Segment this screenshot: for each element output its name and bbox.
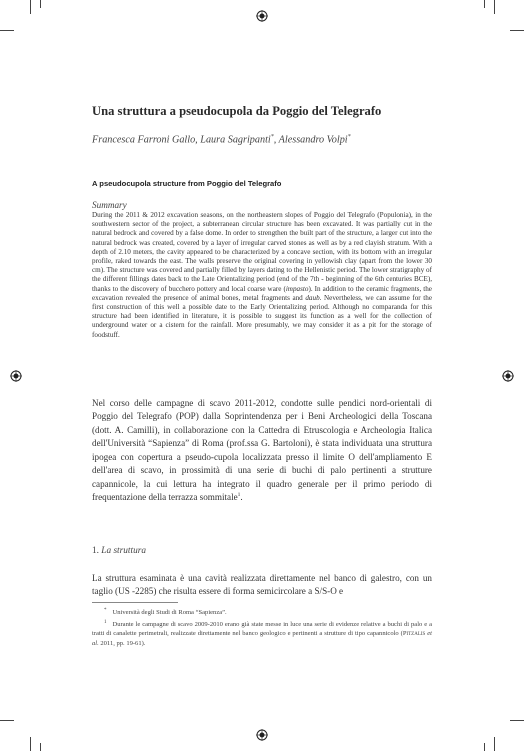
summary-part: ). In addition to the ceramic fragments, the excavation revealed the presence of animal bones, metal fragments and <box>92 284 432 302</box>
author-mark: * <box>347 134 351 140</box>
crop-mark <box>510 720 524 721</box>
article-title: Una struttura a pseudocupola da Poggio del Telegrafo <box>92 104 382 118</box>
article-authors <box>92 134 351 145</box>
summary-heading: Summary <box>92 200 127 210</box>
footnote-text: Università degli Studi di Roma “Sapienza”. <box>112 609 227 617</box>
crop-mark <box>40 0 41 8</box>
footnote-text: Durante le campagne di scavo 2009-2010 erano già state messe in luce una serie di evidenze relative a buchi di palo e a tratti di canalette perimetrali, realizzate direttamente nel banco geologico e pertinenti a strutture di tipo capannicolo ( <box>92 620 432 638</box>
crop-mark <box>494 737 495 751</box>
summary-part: During the 2011 & 2012 excavation seasons, on the northeastern slopes of Poggio del Telegrafo (Populonia), in the southwestern sector of the project, a subterranean circular structure has been excavated. It was partially cut in the natural bedrock and covered by a false dome. In order to strengthen the built part of the structure, a larger cut into the natural bedrock was created, covered by a layer of irregular carved stones as well as by a red clayish stratum. With a depth of 2.10 meters, the cavity appeared to be characterized by a concave section, with its bottom with an irregular profile, raked towards the east. The walls preserve the original covering in yellowish clay (apart from the lower 30 cm). The structure was covered and partially filled by layers dating to the Hellenistic period. The lower stratigraphy of the different fillings dates back to the Late Orientalizing period (end of the 7th - beginning of the 6th centuries BCE), thanks to the discovery of bucchero pottery and local coarse ware ( <box>92 211 432 293</box>
summary-italic: impasto <box>285 284 309 293</box>
crop-mark <box>30 737 31 751</box>
crop-mark <box>494 0 495 14</box>
crop-mark <box>40 743 41 751</box>
footnote-mark: 1 <box>104 619 107 625</box>
section-number: 1. <box>92 546 102 556</box>
body-text: . <box>240 492 243 503</box>
summary-italic: daub <box>305 293 320 302</box>
footnote-author: Pitzalis <box>402 630 426 638</box>
body-paragraph: La struttura esaminata è una cavità realizzata direttamente nel banco di galestro, con un taglio (US -2285) che risulta essere di forma semicircolare a S/S-O e <box>92 573 432 597</box>
registration-mark-icon <box>256 729 268 741</box>
crop-mark <box>484 0 485 8</box>
registration-mark-icon <box>10 370 22 382</box>
crop-mark <box>30 0 31 14</box>
footnote <box>92 606 432 618</box>
footnotes <box>92 606 432 648</box>
summary-part: . Nevertheless, we can assume for the first construction of this well a possible date to the Early Orientalizing period. Although no comparanda for this structure had been identified in literature, it is possible to suggest its function as a well for the collection of underground water or a cistern for the rainfall. More presumably, we may consider it as a pit for the storage of foodstuff. <box>92 293 432 339</box>
authors-last: , Alessandro Volpi <box>273 134 348 146</box>
crop-mark <box>0 30 14 31</box>
body-paragraph <box>92 397 432 505</box>
footnote-text: 2011, pp. 19-61). <box>98 639 146 647</box>
registration-mark-icon <box>256 10 268 22</box>
crop-mark <box>510 30 524 31</box>
registration-mark-icon <box>502 370 514 382</box>
footnote-divider <box>92 602 178 603</box>
crop-mark <box>484 743 485 751</box>
summary-text <box>92 211 432 340</box>
author-mark: * <box>270 134 274 140</box>
footnote-mark: * <box>104 608 107 613</box>
footnote <box>92 618 432 649</box>
crop-mark <box>0 720 14 721</box>
authors-text: Francesca Farroni Gallo, Laura Sagripanti <box>92 134 271 146</box>
footnote-etal: et al. <box>92 630 432 647</box>
body-text: Nel corso delle campagne di scavo 2011-2012, condotte sulle pendici nord-orientali di Poggio del Telegrafo (POP) dalla Soprintendenza per i Beni Archeologici della Toscana (dott. A. Camilli), in collaborazione con la Cattedra di Etruscologia e Archeologia Italica dell'Università “Sapienza” di Roma (prof.ssa G. Bartoloni), è stata individuata una struttura ipogea con copertura a pseudo-cupola localizzata presso il limite O dell'ampliamento E dell'area di scavo, in prossimità di una serie di buchi di palo pertinenti a strutture capannicole, la cui lettura ha integrato il quadro generale per il primo periodo di frequentazione della terrazza sommitale <box>92 398 432 503</box>
section-title: La struttura <box>101 546 146 556</box>
section-heading <box>92 546 146 556</box>
footnote-ref[interactable]: 1 <box>237 492 241 499</box>
english-title: A pseudocupola structure from Poggio del Telegrafo <box>92 179 282 188</box>
